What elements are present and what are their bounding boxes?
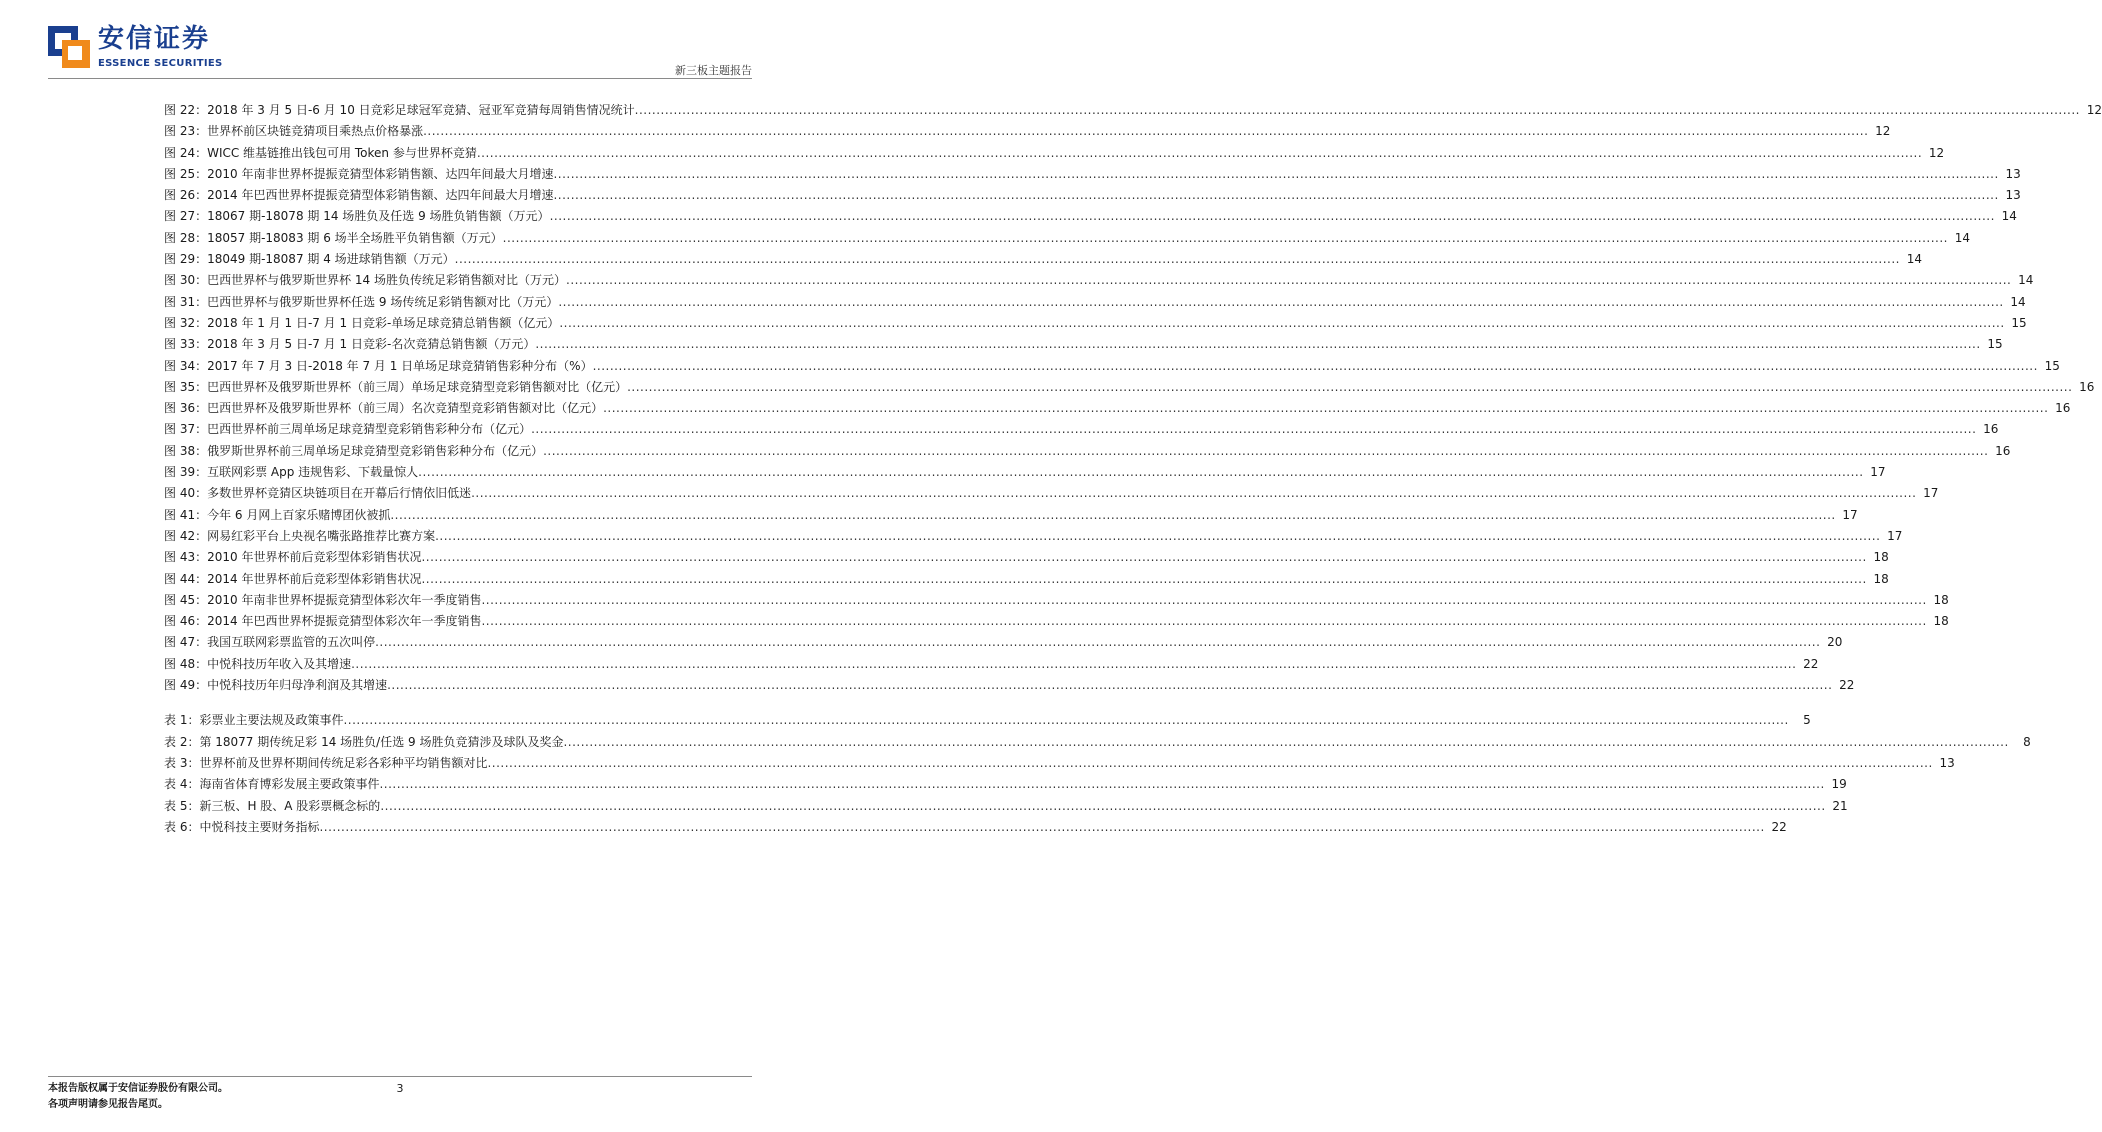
toc-entry[interactable] xyxy=(164,753,1955,774)
toc-leader-dots xyxy=(603,398,2048,419)
toc-entry[interactable] xyxy=(164,398,2071,419)
toc-entry[interactable] xyxy=(164,228,1970,249)
toc-entry-title: 图 24：WICC 维基链推出钱包可用 Token 参与世界杯竞猜 xyxy=(164,145,477,160)
toc-entry-title: 表 3：世界杯前及世界杯期间传统足彩各彩种平均销售额对比 xyxy=(164,755,488,770)
toc-entry-page: 14 xyxy=(1954,230,1970,245)
toc-entry[interactable] xyxy=(164,817,1787,838)
toc-leader-dots xyxy=(481,611,1926,632)
toc-leader-dots xyxy=(503,228,1948,249)
toc-leader-dots xyxy=(421,569,1866,590)
page-header xyxy=(0,0,800,80)
toc-entry[interactable] xyxy=(164,483,1939,504)
toc-entry-page: 21 xyxy=(1832,798,1848,813)
toc-entry-title: 图 34：2017 年 7 月 3 日-2018 年 7 月 1 日单场足球竞猜销售彩种分布（%） xyxy=(164,358,593,373)
toc-leader-dots xyxy=(435,526,1880,547)
toc-entry-page: 8 xyxy=(2023,734,2031,749)
toc-entry-page: 16 xyxy=(2079,379,2095,394)
toc-entry[interactable] xyxy=(164,100,2102,121)
toc-entry[interactable] xyxy=(164,313,2027,334)
toc-entry[interactable] xyxy=(164,164,2021,185)
toc-entry-page: 18 xyxy=(1873,571,1889,586)
toc-entry-title: 图 37：巴西世界杯前三周单场足球竞猜型竞彩销售彩种分布（亿元） xyxy=(164,422,532,437)
toc-entry-title: 表 1：彩票业主要法规及政策事件 xyxy=(164,713,344,728)
toc-entry-title: 图 22：2018 年 3 月 5 日-6 月 10 日竞彩足球冠军竞猜、冠亚军竞猜每周销售情况统计 xyxy=(164,103,635,117)
toc-entry-page: 20 xyxy=(1827,635,1843,650)
toc-leader-dots xyxy=(375,632,1820,653)
toc-leader-dots xyxy=(635,100,2080,121)
toc-entry[interactable] xyxy=(164,732,2031,753)
toc-entry[interactable] xyxy=(164,774,1847,795)
toc-entry-title: 图 38：俄罗斯世界杯前三周单场足球竞猜型竞彩销售彩种分布（亿元） xyxy=(164,443,544,458)
toc-leader-dots xyxy=(627,377,2072,398)
toc-entry[interactable] xyxy=(164,675,1855,696)
toc-entry-title: 图 35：巴西世界杯及俄罗斯世界杯（前三周）单场足球竞猜型竞彩销售额对比（亿元） xyxy=(164,379,628,394)
toc-entry[interactable] xyxy=(164,419,1999,440)
toc-entry[interactable] xyxy=(164,569,1889,590)
toc-entry-page: 15 xyxy=(2011,315,2027,330)
toc-entry[interactable] xyxy=(164,356,2060,377)
toc-entry[interactable] xyxy=(164,590,1949,611)
toc-entry-title: 表 5：新三板、H 股、A 股彩票概念标的 xyxy=(164,798,381,813)
toc-entry-page: 14 xyxy=(2018,273,2034,288)
toc-entry-page: 12 xyxy=(2086,103,2102,117)
toc-entry-page: 12 xyxy=(1875,124,1891,139)
toc-leader-dots xyxy=(477,143,1922,164)
toc-leader-dots xyxy=(593,356,2038,377)
toc-entry[interactable] xyxy=(164,441,2011,462)
toc-entry-title: 图 26：2014 年巴西世界杯提振竞猜型体彩销售额、达四年间最大月增速 xyxy=(164,188,554,203)
toc-entry-title: 图 40：多数世界杯竞猜区块链项目在开幕后行情依旧低迷 xyxy=(164,486,472,501)
toc-entry[interactable] xyxy=(164,462,1886,483)
toc-leader-dots xyxy=(455,249,1900,270)
toc-entry-title: 图 41：今年 6 月网上百家乐赌博团伙被抓 xyxy=(164,507,391,522)
toc-entry-title: 图 31：巴西世界杯与俄罗斯世界杯任选 9 场传统足彩销售额对比（万元） xyxy=(164,294,559,309)
toc-entry-page: 15 xyxy=(1987,337,2003,352)
toc-leader-dots xyxy=(559,313,2004,334)
toc-entry-title: 图 29：18049 期-18087 期 4 场进球销售额（万元） xyxy=(164,252,455,267)
toc-entry-page: 22 xyxy=(1839,678,1855,693)
copyright-text: 本报告版权属于安信证券股份有限公司。 xyxy=(48,1083,228,1094)
toc-leader-dots xyxy=(387,675,1832,696)
footer-notice xyxy=(48,1081,228,1113)
toc-entry-title: 图 36：巴西世界杯及俄罗斯世界杯（前三周）名次竞猜型竞彩销售额对比（亿元） xyxy=(164,401,604,416)
toc-entry-page: 19 xyxy=(1831,777,1847,792)
toc-entry-page: 17 xyxy=(1842,507,1858,522)
toc-entry[interactable] xyxy=(164,710,1811,731)
toc-entry-page: 14 xyxy=(2010,294,2026,309)
toc-leader-dots xyxy=(553,164,1998,185)
toc-leader-dots xyxy=(558,292,2003,313)
table-list xyxy=(164,710,2031,838)
toc-entry-title: 图 25：2010 年南非世界杯提振竞猜型体彩销售额、达四年间最大月增速 xyxy=(164,166,554,181)
toc-entry-title: 图 39：互联网彩票 App 违规售彩、下载量惊人 xyxy=(164,465,419,480)
toc-entry-page: 13 xyxy=(1939,755,1955,770)
toc-entry[interactable] xyxy=(164,185,2021,206)
toc-leader-dots xyxy=(543,441,1988,462)
toc-entry-page: 17 xyxy=(1870,465,1886,480)
toc-entry-title: 图 45：2010 年南非世界杯提振竞猜型体彩次年一季度销售 xyxy=(164,592,482,607)
brand-name-en: ESSENCE SECURITIES xyxy=(98,58,223,69)
toc-entry-title: 图 30：巴西世界杯与俄罗斯世界杯 14 场胜负传统足彩销售额对比（万元） xyxy=(164,273,566,288)
brand-name-cn: 安信证券 xyxy=(98,24,211,54)
toc-entry-title: 图 46：2014 年巴西世界杯提振竞猜型体彩次年一季度销售 xyxy=(164,614,482,629)
toc-leader-dots xyxy=(380,796,1825,817)
toc-entry-title: 图 49：中悦科技历年归母净利润及其增速 xyxy=(164,678,388,693)
toc-entry-title: 图 33：2018 年 3 月 5 日-7 月 1 日竞彩-名次竞猜总销售额（万元） xyxy=(164,337,536,352)
toc-entry-title: 表 6：中悦科技主要财务指标 xyxy=(164,819,320,834)
toc-entry[interactable] xyxy=(164,632,1843,653)
toc-leader-dots xyxy=(343,710,1788,731)
toc-entry-page: 17 xyxy=(1923,486,1939,501)
table-of-contents xyxy=(164,100,2102,838)
toc-entry-title: 图 27：18067 期-18078 期 14 场胜负及任选 9 场胜负销售额（万元） xyxy=(164,209,550,224)
page-number: 3 xyxy=(396,1082,404,1095)
toc-entry[interactable] xyxy=(164,121,1891,142)
toc-leader-dots xyxy=(535,334,1980,355)
footer-divider xyxy=(48,1076,752,1077)
toc-entry[interactable] xyxy=(164,270,2034,291)
toc-leader-dots xyxy=(421,547,1866,568)
toc-entry-page: 12 xyxy=(1928,145,1945,160)
toc-leader-dots xyxy=(390,505,1835,526)
toc-leader-dots xyxy=(553,185,1998,206)
toc-leader-dots xyxy=(563,732,2008,753)
toc-entry-page: 16 xyxy=(1983,422,1999,437)
toc-entry[interactable] xyxy=(164,526,1903,547)
toc-entry[interactable] xyxy=(164,377,2095,398)
toc-entry-page: 18 xyxy=(1873,550,1889,565)
toc-leader-dots xyxy=(351,654,1796,675)
toc-entry-page: 14 xyxy=(2001,209,2017,224)
toc-entry[interactable] xyxy=(164,143,1945,164)
figure-list xyxy=(164,100,2102,696)
toc-entry-title: 图 48：中悦科技历年收入及其增速 xyxy=(164,656,352,671)
toc-entry-page: 5 xyxy=(1803,713,1811,728)
toc-entry[interactable] xyxy=(164,292,2026,313)
toc-entry-page: 13 xyxy=(2005,166,2021,181)
toc-leader-dots xyxy=(550,206,1995,227)
toc-entry[interactable] xyxy=(164,206,2017,227)
toc-entry-page: 13 xyxy=(2005,188,2021,203)
toc-entry-title: 图 32：2018 年 1 月 1 日-7 月 1 日竞彩-单场足球竞猜总销售额（亿元） xyxy=(164,315,560,330)
toc-leader-dots xyxy=(471,483,1916,504)
toc-entry[interactable] xyxy=(164,505,1858,526)
toc-entry-title: 图 42：网易红彩平台上央视名嘴张路推荐比赛方案 xyxy=(164,528,436,543)
toc-entry-page: 18 xyxy=(1933,592,1949,607)
toc-entry-title: 表 2：第 18077 期传统足彩 14 场胜负/任选 9 场胜负竞猜涉及球队及奖金 xyxy=(164,734,564,749)
toc-leader-dots xyxy=(379,774,1824,795)
toc-entry[interactable] xyxy=(164,654,1819,675)
toc-leader-dots xyxy=(566,270,2011,291)
toc-entry-title: 图 43：2010 年世界杯前后竞彩型体彩销售状况 xyxy=(164,550,422,565)
toc-entry-title: 图 28：18057 期-18083 期 6 场半全场胜平负销售额（万元） xyxy=(164,230,503,245)
toc-leader-dots xyxy=(423,121,1868,142)
essence-logo-icon xyxy=(48,26,90,68)
toc-entry-page: 17 xyxy=(1887,528,1903,543)
toc-entry-page: 22 xyxy=(1803,656,1819,671)
toc-leader-dots xyxy=(418,462,1863,483)
header-divider xyxy=(48,78,752,79)
disclaimer-text: 各项声明请参见报告尾页。 xyxy=(48,1099,168,1110)
toc-entry-title: 图 47：我国互联网彩票监管的五次叫停 xyxy=(164,635,376,650)
toc-entry[interactable] xyxy=(164,796,1848,817)
toc-entry-page: 18 xyxy=(1933,614,1949,629)
toc-entry[interactable] xyxy=(164,334,2003,355)
toc-entry-page: 14 xyxy=(1906,252,1922,267)
toc-leader-dots xyxy=(319,817,1764,838)
toc-entry-page: 16 xyxy=(1995,443,2011,458)
toc-entry[interactable] xyxy=(164,611,1949,632)
toc-entry-page: 15 xyxy=(2044,358,2060,373)
toc-entry-title: 表 4：海南省体育博彩发展主要政策事件 xyxy=(164,777,380,792)
toc-entry-title: 图 23：世界杯前区块链竞猜项目乘热点价格暴涨 xyxy=(164,124,424,139)
toc-leader-dots xyxy=(531,419,1976,440)
toc-entry[interactable] xyxy=(164,547,1889,568)
report-type-label: 新三板主题报告 xyxy=(675,64,752,77)
toc-entry-title: 图 44：2014 年世界杯前后竞彩型体彩销售状况 xyxy=(164,571,422,586)
toc-entry-page: 16 xyxy=(2055,401,2071,416)
toc-entry[interactable] xyxy=(164,249,1922,270)
toc-section-gap xyxy=(164,696,754,710)
toc-entry-page: 22 xyxy=(1771,819,1787,834)
toc-leader-dots xyxy=(487,753,1932,774)
toc-leader-dots xyxy=(481,590,1926,611)
